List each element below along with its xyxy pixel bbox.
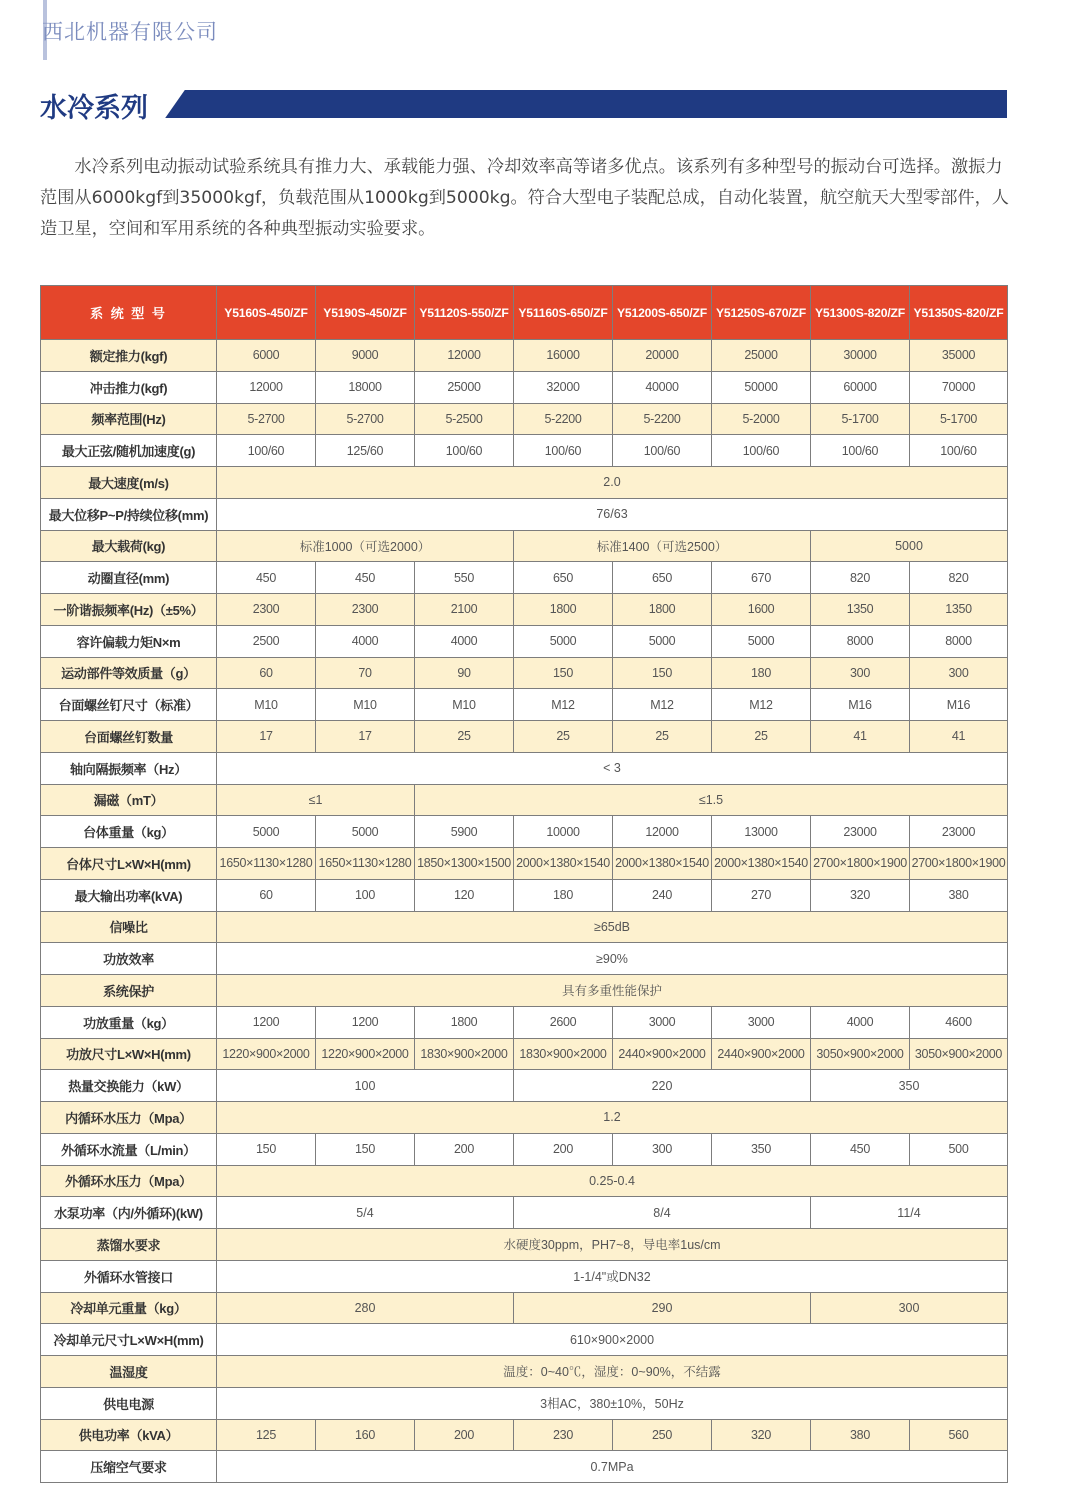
model-header-cell: Y51350S-820/ZF [910,286,1008,340]
table-row [41,975,1008,1007]
spec-value-cell: 1200 [316,1006,415,1038]
spec-value-cell: 具有多重性能保护 [217,975,1008,1007]
spec-value-cell: 12000 [217,371,316,403]
spec-value-cell: 5-2500 [415,403,514,435]
intro-paragraph: 水冷系列电动振动试验系统具有推力大、承载能力强、冷却效率高等诸多优点。该系列有多种型号的振动台可选择。激振力范围从6000kgf到35000kgf，负载范围从1000kg到5000kg。符合大型电子装配总成，自动化装置，航空航天大型零部件，人造卫星，空间和军用系统的各种典型振动实验要求。 [40,157,1009,239]
spec-value-cell: 5-2700 [217,403,316,435]
spec-value-cell: 4000 [415,625,514,657]
spec-value-cell: 3相AC，380±10%，50Hz [217,1387,1008,1419]
spec-value-cell: 120 [415,879,514,911]
spec-value-cell: 标准1000（可选2000） [217,530,514,562]
spec-value-cell: 100/60 [910,435,1008,467]
spec-value-cell: 650 [613,562,712,594]
spec-value-cell: < 3 [217,752,1008,784]
model-header-cell: Y51120S-550/ZF [415,286,514,340]
spec-value-cell: ≤1 [217,784,415,816]
spec-value-cell: 1220×900×2000 [316,1038,415,1070]
title-stripe-bar [220,90,1007,118]
spec-value-cell: 280 [217,1292,514,1324]
spec-value-cell: 18000 [316,371,415,403]
row-label: 冷却单元尺寸L×W×H(mm) [41,1324,217,1356]
spec-value-cell: 32000 [514,371,613,403]
section-title: 水冷系列 [40,93,148,124]
table-row [41,848,1008,880]
spec-value-cell: 1800 [514,594,613,626]
table-row [41,943,1008,975]
table-row [41,1260,1008,1292]
spec-value-cell: 350 [811,1070,1008,1102]
spec-value-cell: 1350 [811,594,910,626]
spec-value-cell: 1850×1300×1500 [415,848,514,880]
spec-value-cell: 5000 [316,816,415,848]
spec-value-cell: M16 [811,689,910,721]
spec-value-cell: 350 [712,1133,811,1165]
row-label: 热量交换能力（kW） [41,1070,217,1102]
row-label: 功放效率 [41,943,217,975]
spec-value-cell: ≤1.5 [415,784,1008,816]
spec-value-cell: 5-2200 [613,403,712,435]
spec-value-cell: 100/60 [217,435,316,467]
table-row [41,1102,1008,1134]
table-row [41,1356,1008,1388]
spec-value-cell: 70000 [910,371,1008,403]
row-label: 最大正弦/随机加速度(g) [41,435,217,467]
spec-value-cell: 2300 [316,594,415,626]
model-header-cell: Y51300S-820/ZF [811,286,910,340]
row-label: 供电功率（kVA） [41,1419,217,1451]
spec-value-cell: 6000 [217,340,316,372]
spec-value-cell: 23000 [811,816,910,848]
row-label: 一阶谐振频率(Hz)（±5%） [41,594,217,626]
spec-value-cell: 5-1700 [811,403,910,435]
spec-value-cell: 180 [514,879,613,911]
spec-value-cell: 3000 [712,1006,811,1038]
spec-value-cell: 3050×900×2000 [811,1038,910,1070]
spec-value-cell: 290 [514,1292,811,1324]
table-row [41,562,1008,594]
spec-value-cell: 76/63 [217,498,1008,530]
table-row [41,1419,1008,1451]
spec-value-cell: 1220×900×2000 [217,1038,316,1070]
spec-value-cell: 1-1/4"或DN32 [217,1260,1008,1292]
header-label-cell: 系 统 型 号 [41,286,217,340]
spec-value-cell: 380 [910,879,1008,911]
spec-value-cell: 100/60 [415,435,514,467]
spec-value-cell: 标准1400（可选2500） [514,530,811,562]
spec-value-cell: 60 [217,657,316,689]
spec-value-cell: 1350 [910,594,1008,626]
row-label: 动圈直径(mm) [41,562,217,594]
spec-value-cell: 3000 [613,1006,712,1038]
spec-value-cell: 450 [217,562,316,594]
spec-value-cell: 2000×1380×1540 [514,848,613,880]
spec-value-cell: 60 [217,879,316,911]
spec-value-cell: 2440×900×2000 [712,1038,811,1070]
spec-value-cell: 2440×900×2000 [613,1038,712,1070]
spec-value-cell: 1800 [415,1006,514,1038]
spec-value-cell: 2100 [415,594,514,626]
spec-value-cell: 5900 [415,816,514,848]
table-row [41,689,1008,721]
spec-value-cell: 450 [811,1133,910,1165]
table-row [41,1165,1008,1197]
spec-value-cell: 2300 [217,594,316,626]
row-label: 温湿度 [41,1356,217,1388]
spec-value-cell: 13000 [712,816,811,848]
spec-value-cell: 100 [316,879,415,911]
table-row [41,879,1008,911]
spec-table-body [41,340,1008,1483]
table-row [41,1292,1008,1324]
table-row [41,1229,1008,1261]
spec-value-cell: 4600 [910,1006,1008,1038]
spec-value-cell: 1.2 [217,1102,1008,1134]
spec-value-cell: 23000 [910,816,1008,848]
spec-value-cell: 125 [217,1419,316,1451]
spec-value-cell: 1800 [613,594,712,626]
spec-value-cell: 8000 [811,625,910,657]
row-label: 最大载荷(kg) [41,530,217,562]
spec-value-cell: 1600 [712,594,811,626]
row-label: 最大位移P~P/持续位移(mm) [41,498,217,530]
row-label: 频率范围(Hz) [41,403,217,435]
row-label: 水泵功率（内/外循环)(kW) [41,1197,217,1229]
spec-value-cell: 5/4 [217,1197,514,1229]
spec-value-cell: 41 [910,721,1008,753]
spec-value-cell: 25 [712,721,811,753]
table-row [41,625,1008,657]
table-row [41,403,1008,435]
spec-value-cell: 180 [712,657,811,689]
spec-value-cell: 17 [316,721,415,753]
row-label: 功放尺寸L×W×H(mm) [41,1038,217,1070]
spec-value-cell: 4000 [316,625,415,657]
table-row [41,721,1008,753]
spec-value-cell: 2500 [217,625,316,657]
spec-value-cell: 500 [910,1133,1008,1165]
table-row [41,498,1008,530]
row-label: 漏磁（mT） [41,784,217,816]
spec-value-cell: 200 [514,1133,613,1165]
spec-value-cell: 1650×1130×1280 [217,848,316,880]
spec-value-cell: 0.7MPa [217,1451,1008,1483]
spec-value-cell: 5000 [217,816,316,848]
spec-value-cell: 320 [811,879,910,911]
row-label: 外循环水流量（L/min） [41,1133,217,1165]
spec-value-cell: 9000 [316,340,415,372]
spec-value-cell: 41 [811,721,910,753]
table-row [41,1070,1008,1102]
spec-value-cell: 220 [514,1070,811,1102]
spec-value-cell: 300 [613,1133,712,1165]
spec-value-cell: 150 [514,657,613,689]
spec-value-cell: 5000 [712,625,811,657]
spec-value-cell: 2700×1800×1900 [910,848,1008,880]
table-row [41,911,1008,943]
spec-value-cell: M12 [514,689,613,721]
row-label: 外循环水压力（Mpa） [41,1165,217,1197]
model-header-cell: Y5190S-450/ZF [316,286,415,340]
spec-value-cell: 5-2200 [514,403,613,435]
spec-value-cell: M10 [415,689,514,721]
table-row [41,752,1008,784]
spec-value-cell: 1650×1130×1280 [316,848,415,880]
row-label: 冲击推力(kgf) [41,371,217,403]
spec-value-cell: 550 [415,562,514,594]
spec-value-cell: 200 [415,1133,514,1165]
spec-value-cell: M16 [910,689,1008,721]
row-label: 台体重量（kg） [41,816,217,848]
spec-value-cell: M12 [712,689,811,721]
spec-value-cell: 2000×1380×1540 [712,848,811,880]
model-header-cell: Y51160S-650/ZF [514,286,613,340]
row-label: 容许偏载力矩N×m [41,625,217,657]
spec-value-cell: 水硬度30ppm，PH7~8，导电率1us/cm [217,1229,1008,1261]
header-row [41,286,1008,340]
spec-value-cell: 3050×900×2000 [910,1038,1008,1070]
spec-value-cell: 240 [613,879,712,911]
spec-value-cell: 100/60 [514,435,613,467]
spec-value-cell: M10 [316,689,415,721]
model-header-cell: Y5160S-450/ZF [217,286,316,340]
spec-value-cell: 1830×900×2000 [415,1038,514,1070]
row-label: 运动部件等效质量（g） [41,657,217,689]
spec-value-cell: 35000 [910,340,1008,372]
row-label: 额定推力(kgf) [41,340,217,372]
row-label: 信噪比 [41,911,217,943]
table-row [41,1324,1008,1356]
spec-value-cell: 40000 [613,371,712,403]
spec-value-cell: M12 [613,689,712,721]
table-row [41,530,1008,562]
row-label: 台体尺寸L×W×H(mm) [41,848,217,880]
spec-value-cell: 200 [415,1419,514,1451]
row-label: 蒸馏水要求 [41,1229,217,1261]
spec-value-cell: 25 [415,721,514,753]
table-row [41,340,1008,372]
spec-value-cell: 25000 [415,371,514,403]
spec-table [40,285,1008,1483]
table-row [41,1038,1008,1070]
spec-value-cell: 25 [613,721,712,753]
row-label: 冷却单元重量（kg） [41,1292,217,1324]
table-row [41,467,1008,499]
spec-value-cell: 5000 [811,530,1008,562]
row-label: 内循环水压力（Mpa） [41,1102,217,1134]
spec-value-cell: 11/4 [811,1197,1008,1229]
table-row [41,816,1008,848]
spec-value-cell: 820 [811,562,910,594]
spec-value-cell: ≥65dB [217,911,1008,943]
spec-value-cell: 5000 [613,625,712,657]
spec-value-cell: 125/60 [316,435,415,467]
spec-value-cell: 4000 [811,1006,910,1038]
spec-value-cell: 100 [217,1070,514,1102]
spec-value-cell: 2700×1800×1900 [811,848,910,880]
company-name: 西北机器有限公司 [42,20,218,44]
table-row [41,1197,1008,1229]
spec-value-cell: 20000 [613,340,712,372]
row-label: 台面螺丝钉数量 [41,721,217,753]
spec-value-cell: 5-1700 [910,403,1008,435]
spec-value-cell: 230 [514,1419,613,1451]
spec-value-cell: 1830×900×2000 [514,1038,613,1070]
row-label: 轴向隔振频率（Hz） [41,752,217,784]
spec-value-cell: 100/60 [712,435,811,467]
spec-value-cell: 5000 [514,625,613,657]
spec-value-cell: 560 [910,1419,1008,1451]
spec-value-cell: 2.0 [217,467,1008,499]
table-row [41,784,1008,816]
spec-value-cell: 温度：0~40℃，湿度：0~90%，不结露 [217,1356,1008,1388]
spec-value-cell: 2000×1380×1540 [613,848,712,880]
spec-value-cell: 5-2000 [712,403,811,435]
spec-value-cell: 30000 [811,340,910,372]
spec-value-cell: 150 [613,657,712,689]
row-label: 外循环水管接口 [41,1260,217,1292]
table-row [41,371,1008,403]
spec-value-cell: 1200 [217,1006,316,1038]
spec-value-cell: 0.25-0.4 [217,1165,1008,1197]
spec-value-cell: M10 [217,689,316,721]
spec-value-cell: 17 [217,721,316,753]
spec-value-cell: 25 [514,721,613,753]
spec-value-cell: 320 [712,1419,811,1451]
spec-table-header [41,286,1008,340]
spec-value-cell: 150 [316,1133,415,1165]
table-row [41,1133,1008,1165]
row-label: 压缩空气要求 [41,1451,217,1483]
spec-value-cell: 100/60 [811,435,910,467]
row-label: 最大输出功率(kVA) [41,879,217,911]
table-row [41,1451,1008,1483]
row-label: 功放重量（kg） [41,1006,217,1038]
spec-value-cell: 16000 [514,340,613,372]
model-header-cell: Y51200S-650/ZF [613,286,712,340]
row-label: 供电电源 [41,1387,217,1419]
spec-value-cell: 250 [613,1419,712,1451]
spec-value-cell: 2600 [514,1006,613,1038]
spec-value-cell: 90 [415,657,514,689]
spec-value-cell: 8/4 [514,1197,811,1229]
model-header-cell: Y51250S-670/ZF [712,286,811,340]
spec-value-cell: 300 [811,657,910,689]
spec-value-cell: 8000 [910,625,1008,657]
spec-value-cell: 25000 [712,340,811,372]
table-row [41,657,1008,689]
spec-value-cell: 270 [712,879,811,911]
spec-value-cell: 820 [910,562,1008,594]
row-label: 系统保护 [41,975,217,1007]
spec-value-cell: 10000 [514,816,613,848]
spec-value-cell: 670 [712,562,811,594]
spec-value-cell: 70 [316,657,415,689]
row-label: 最大速度(m/s) [41,467,217,499]
table-row [41,1006,1008,1038]
table-row [41,435,1008,467]
row-label: 台面螺丝钉尺寸（标准） [41,689,217,721]
spec-value-cell: 5-2700 [316,403,415,435]
spec-value-cell: 450 [316,562,415,594]
spec-value-cell: 50000 [712,371,811,403]
spec-value-cell: 160 [316,1419,415,1451]
spec-value-cell: 100/60 [613,435,712,467]
spec-value-cell: 12000 [613,816,712,848]
spec-value-cell: ≥90% [217,943,1008,975]
spec-value-cell: 650 [514,562,613,594]
table-row [41,1387,1008,1419]
spec-value-cell: 60000 [811,371,910,403]
spec-value-cell: 610×900×2000 [217,1324,1008,1356]
spec-value-cell: 150 [217,1133,316,1165]
spec-value-cell: 12000 [415,340,514,372]
spec-value-cell: 300 [910,657,1008,689]
table-row [41,594,1008,626]
spec-value-cell: 380 [811,1419,910,1451]
spec-value-cell: 300 [811,1292,1008,1324]
